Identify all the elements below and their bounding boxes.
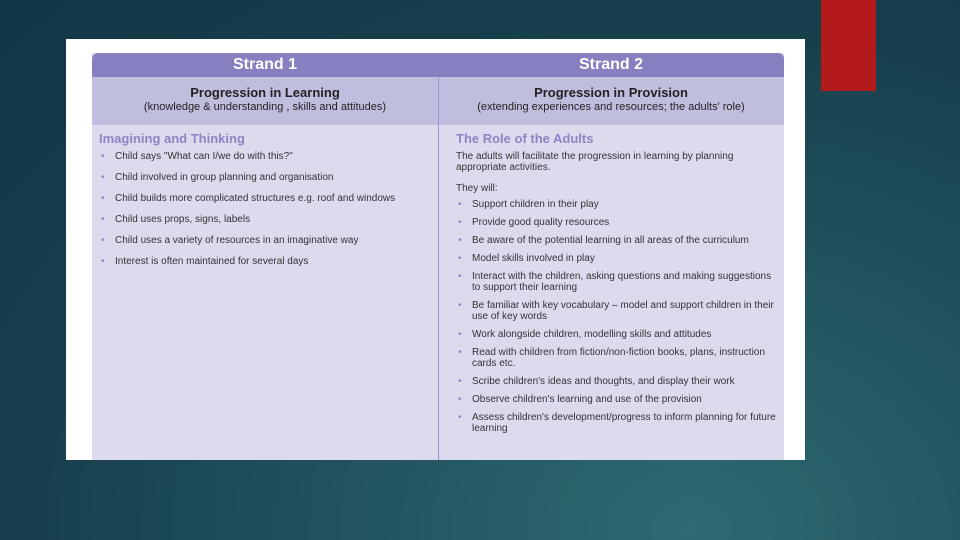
strand2-title: Strand 2 — [578, 56, 643, 73]
list-item: • Child involved in group planning and organisation — [101, 172, 334, 183]
strand2-subheading: (extending experiences and resources; the adults' role) — [477, 101, 745, 113]
list-item: • Interest is often maintained for several days — [101, 256, 309, 267]
bullet-icon: • — [458, 347, 462, 358]
strand2-list — [456, 199, 778, 434]
bullet-icon: • — [458, 235, 462, 246]
strand2-intro: The adults will facilitate the progression in learning by planning appropriate activities. — [456, 151, 734, 173]
list-item: • Work alongside children, modelling skills and attitudes — [458, 329, 712, 340]
list-item: • Child uses props, signs, labels — [101, 214, 251, 225]
list-item: • Interact with the children, asking questions and making suggestions to support their learning — [458, 271, 772, 293]
list-item: • Child says "What can I/we do with this?" — [101, 151, 293, 162]
bullet-icon: • — [101, 214, 105, 225]
bullet-icon: • — [458, 394, 462, 405]
bullet-icon: • — [101, 151, 105, 162]
strands-table — [92, 53, 784, 460]
bullet-icon: • — [101, 172, 105, 183]
strand1-list — [99, 151, 439, 268]
list-item: • Observe children's learning and use of the provision — [458, 394, 702, 405]
red-accent-bar — [821, 0, 876, 91]
list-item: • Support children in their play — [458, 199, 599, 210]
list-item: • Read with children from fiction/non-fiction books, plans, instruction cards etc. — [458, 347, 765, 369]
strand2-lead-in: They will: — [456, 183, 498, 194]
bullet-icon: • — [458, 300, 462, 311]
list-item: • Be familiar with key vocabulary – model and support children in their use of key words — [458, 300, 774, 322]
bullet-icon: • — [458, 412, 462, 423]
strand2-subheader — [438, 77, 784, 114]
bullet-icon: • — [101, 193, 105, 204]
list-item: • Child builds more complicated structures e.g. roof and windows — [101, 193, 396, 204]
bullet-icon: • — [458, 376, 462, 387]
strand-header-row — [92, 53, 784, 77]
bullet-icon: • — [458, 329, 462, 340]
strand1-subheading: (knowledge & understanding , skills and attitudes) — [143, 101, 387, 113]
bullet-icon: • — [458, 217, 462, 228]
strand1-subheader — [92, 77, 438, 114]
list-item: • Be aware of the potential learning in all areas of the curriculum — [458, 235, 749, 246]
list-item: • Child uses a variety of resources in an imaginative way — [101, 235, 359, 246]
bullet-icon: • — [458, 271, 462, 282]
strand1-title: Strand 1 — [232, 56, 297, 73]
strand2-column — [456, 125, 778, 441]
list-item: • Provide good quality resources — [458, 217, 610, 228]
bullet-icon: • — [101, 235, 105, 246]
strand2-section-title: The Role of the Adults — [456, 131, 594, 146]
strand1-column — [99, 125, 439, 277]
list-item: • Model skills involved in play — [458, 253, 595, 264]
strand2-heading: Progression in Provision — [534, 85, 688, 100]
strand1-heading: Progression in Learning — [190, 85, 340, 100]
strand1-section-title: Imagining and Thinking — [99, 131, 245, 146]
bullet-icon: • — [458, 253, 462, 264]
bullet-icon: • — [101, 256, 105, 267]
list-item: • Assess children's development/progress to inform planning for future learning — [458, 412, 776, 434]
slide-image-card — [66, 39, 805, 460]
list-item: • Scribe children's ideas and thoughts, and display their work — [458, 376, 735, 387]
bullet-icon: • — [458, 199, 462, 210]
